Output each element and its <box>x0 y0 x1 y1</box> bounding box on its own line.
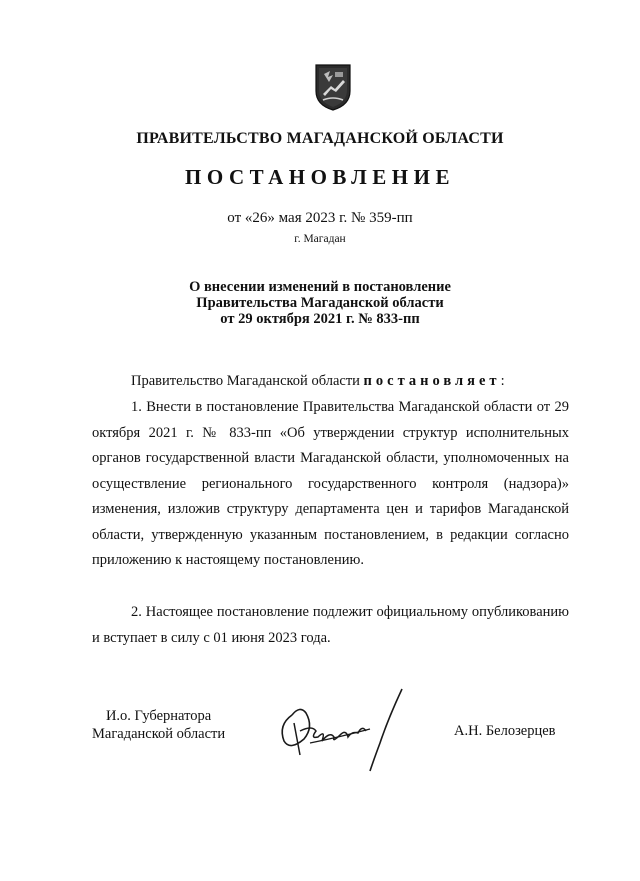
organization-title: ПРАВИТЕЛЬСТВО МАГАДАНСКОЙ ОБЛАСТИ <box>136 130 504 147</box>
document-subject <box>0 279 640 327</box>
subject-line: Правительства Магаданской области <box>196 295 444 311</box>
signatory-position <box>92 707 225 743</box>
signatory-position-line: И.о. Губернатора <box>105 708 212 724</box>
paragraph-1: 1. Внести в постановление Правительства Магаданской области от 29 октября 2021 г. № 833-пп «Об утверждении структур исполнительных органов государственной власти Магаданской области, уполномоченных на осуществление регионального государственного контроля (надзора)» изменения, изложив структуру департамента цен и тарифов Магаданской области, утвержденную указанным постановлением, в редакции согласно приложению к настоящему постановлению. <box>92 399 569 568</box>
preamble-colon: : <box>500 373 505 389</box>
signature-icon <box>270 685 410 775</box>
document-type: ПОСТАНОВЛЕНИЕ <box>185 165 455 189</box>
preamble-text: Правительство Магаданской области <box>131 373 364 389</box>
coat-of-arms-icon <box>313 62 353 112</box>
signatory-name: А.Н. Белозерцев <box>454 723 556 739</box>
subject-line: О внесении изменений в постановление <box>189 279 451 295</box>
preamble-keyword: постановляет <box>363 373 501 389</box>
preamble <box>131 373 505 390</box>
paragraph-2: 2. Настоящее постановление подлежит официальному опубликованию и вступает в силу с 01 июня 2023 года. <box>92 604 569 646</box>
document-date-number: от «26» мая 2023 г. № 359-пп <box>227 210 413 226</box>
signatory-position-line: Магаданской области <box>92 726 226 742</box>
subject-line: от 29 октября 2021 г. № 833-пп <box>220 311 420 327</box>
document-city: г. Магадан <box>294 233 346 245</box>
